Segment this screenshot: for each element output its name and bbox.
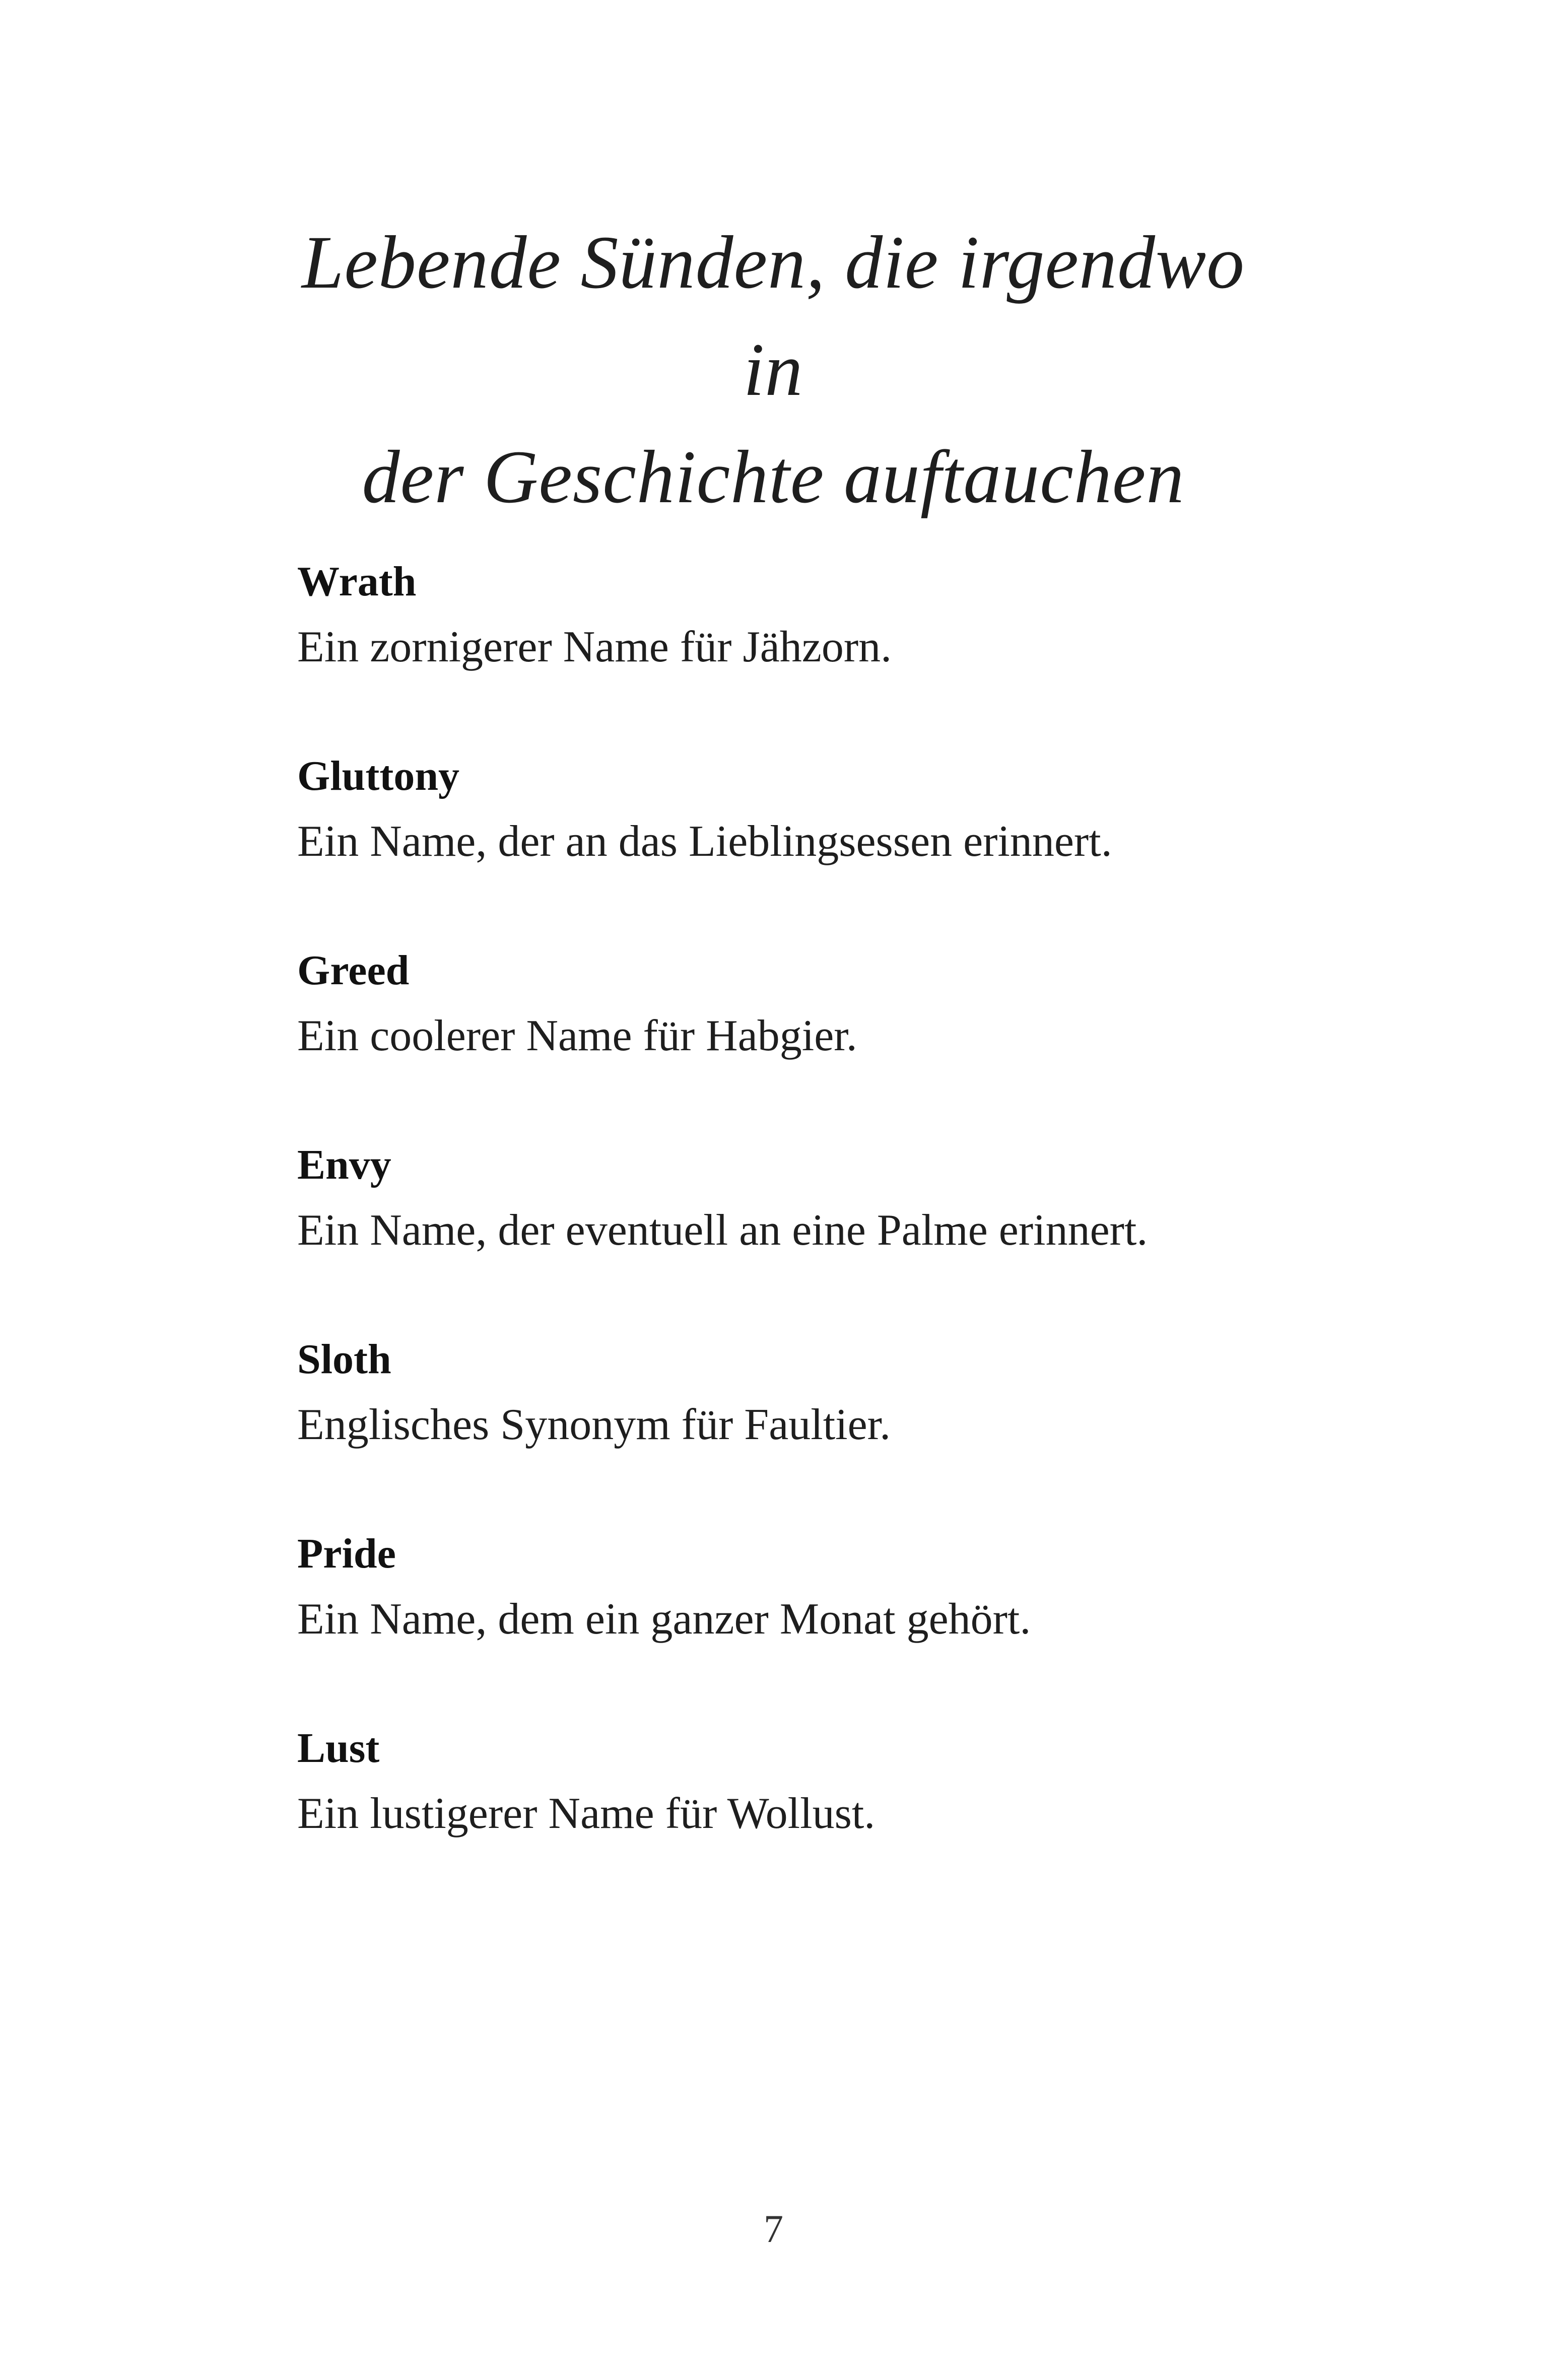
entry-term: Envy	[297, 1141, 391, 1188]
page-number: 7	[764, 2207, 783, 2251]
entry-term: Wrath	[297, 558, 417, 605]
entry-term: Lust	[297, 1725, 380, 1772]
list-item-lust	[297, 1716, 1305, 1910]
list-item-gluttony	[297, 743, 1305, 938]
title-line-2: der Geschichte auftauchen	[362, 435, 1185, 519]
list-item-wrath	[297, 549, 1305, 743]
entry-definition: Ein Name, der an das Lieblingsessen erinnert.	[297, 817, 1112, 866]
entry-term: Greed	[297, 947, 410, 994]
entry-term: Sloth	[297, 1336, 391, 1383]
entry-term: Gluttony	[297, 753, 460, 799]
entry-definition: Englisches Synonym für Faultier.	[297, 1400, 891, 1449]
list-item-sloth	[297, 1327, 1305, 1521]
title-line-1: Lebende Sünden, die irgendwo in	[301, 221, 1245, 412]
entry-definition: Ein zornigerer Name für Jähzorn.	[297, 623, 892, 671]
entry-definition: Ein coolerer Name für Habgier.	[297, 1011, 857, 1060]
list-item-pride	[297, 1521, 1305, 1716]
entry-definition: Ein lustigerer Name für Wollust.	[297, 1789, 876, 1838]
list-item-greed	[297, 938, 1305, 1132]
entry-term: Pride	[297, 1530, 396, 1577]
page-title	[282, 209, 1264, 531]
list-item-envy	[297, 1132, 1305, 1327]
entry-definition: Ein Name, dem ein ganzer Monat gehört.	[297, 1595, 1031, 1644]
sin-list	[297, 549, 1305, 1910]
entry-definition: Ein Name, der eventuell an eine Palme erinnert.	[297, 1206, 1148, 1255]
